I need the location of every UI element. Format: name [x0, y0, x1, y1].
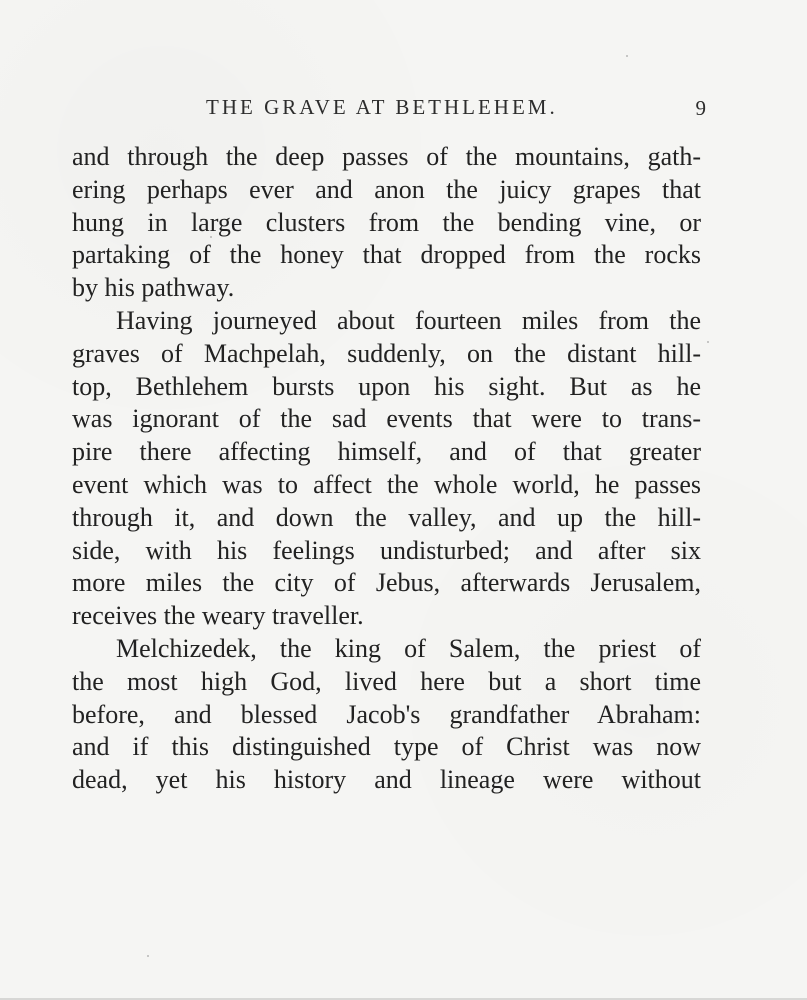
- text-line: receives the weary traveller.: [72, 601, 364, 631]
- text-line: by his pathway.: [72, 273, 235, 303]
- text-line: ering perhaps ever and anon the juicy grapes that: [72, 174, 701, 204]
- print-speck: [147, 955, 149, 957]
- text-line: top, Bethlehem bursts upon his sight. But as he: [72, 371, 701, 401]
- text-line: and if this distinguished type of Christ was now: [72, 732, 701, 762]
- paragraph-start-line: Melchizedek, the king of Salem, the priest of: [116, 633, 701, 663]
- print-speck: [626, 55, 628, 57]
- page-number: 9: [695, 96, 706, 120]
- text-line: through it, and down the valley, and up the hill-: [72, 502, 701, 532]
- text-line: dead, yet his history and lineage were without: [72, 765, 701, 795]
- text-line: partaking of the honey that dropped from the rocks: [72, 240, 701, 270]
- running-head-title: THE GRAVE AT BETHLEHEM.: [206, 95, 558, 119]
- text-line: hung in large clusters from the bending vine, or: [72, 207, 701, 237]
- text-line: side, with his feelings undisturbed; and after six: [72, 535, 701, 565]
- print-speck: [707, 341, 709, 343]
- text-line: pire there affecting himself, and of that greater: [72, 437, 701, 467]
- paragraph-start-line: Having journeyed about fourteen miles from the: [116, 305, 701, 335]
- text-line: event which was to affect the whole world, he passes: [72, 469, 701, 499]
- page-text: [72, 141, 701, 797]
- print-speck: [210, 236, 212, 238]
- text-line: the most high God, lived here but a short time: [72, 666, 701, 696]
- text-line: and through the deep passes of the mountains, gath-: [72, 142, 701, 171]
- text-line: before, and blessed Jacob's grandfather Abraham:: [72, 699, 701, 729]
- text-line: was ignorant of the sad events that were to trans-: [72, 404, 701, 434]
- text-line: graves of Machpelah, suddenly, on the distant hill-: [72, 338, 701, 368]
- text-line: more miles the city of Jebus, afterwards Jerusalem,: [72, 568, 701, 598]
